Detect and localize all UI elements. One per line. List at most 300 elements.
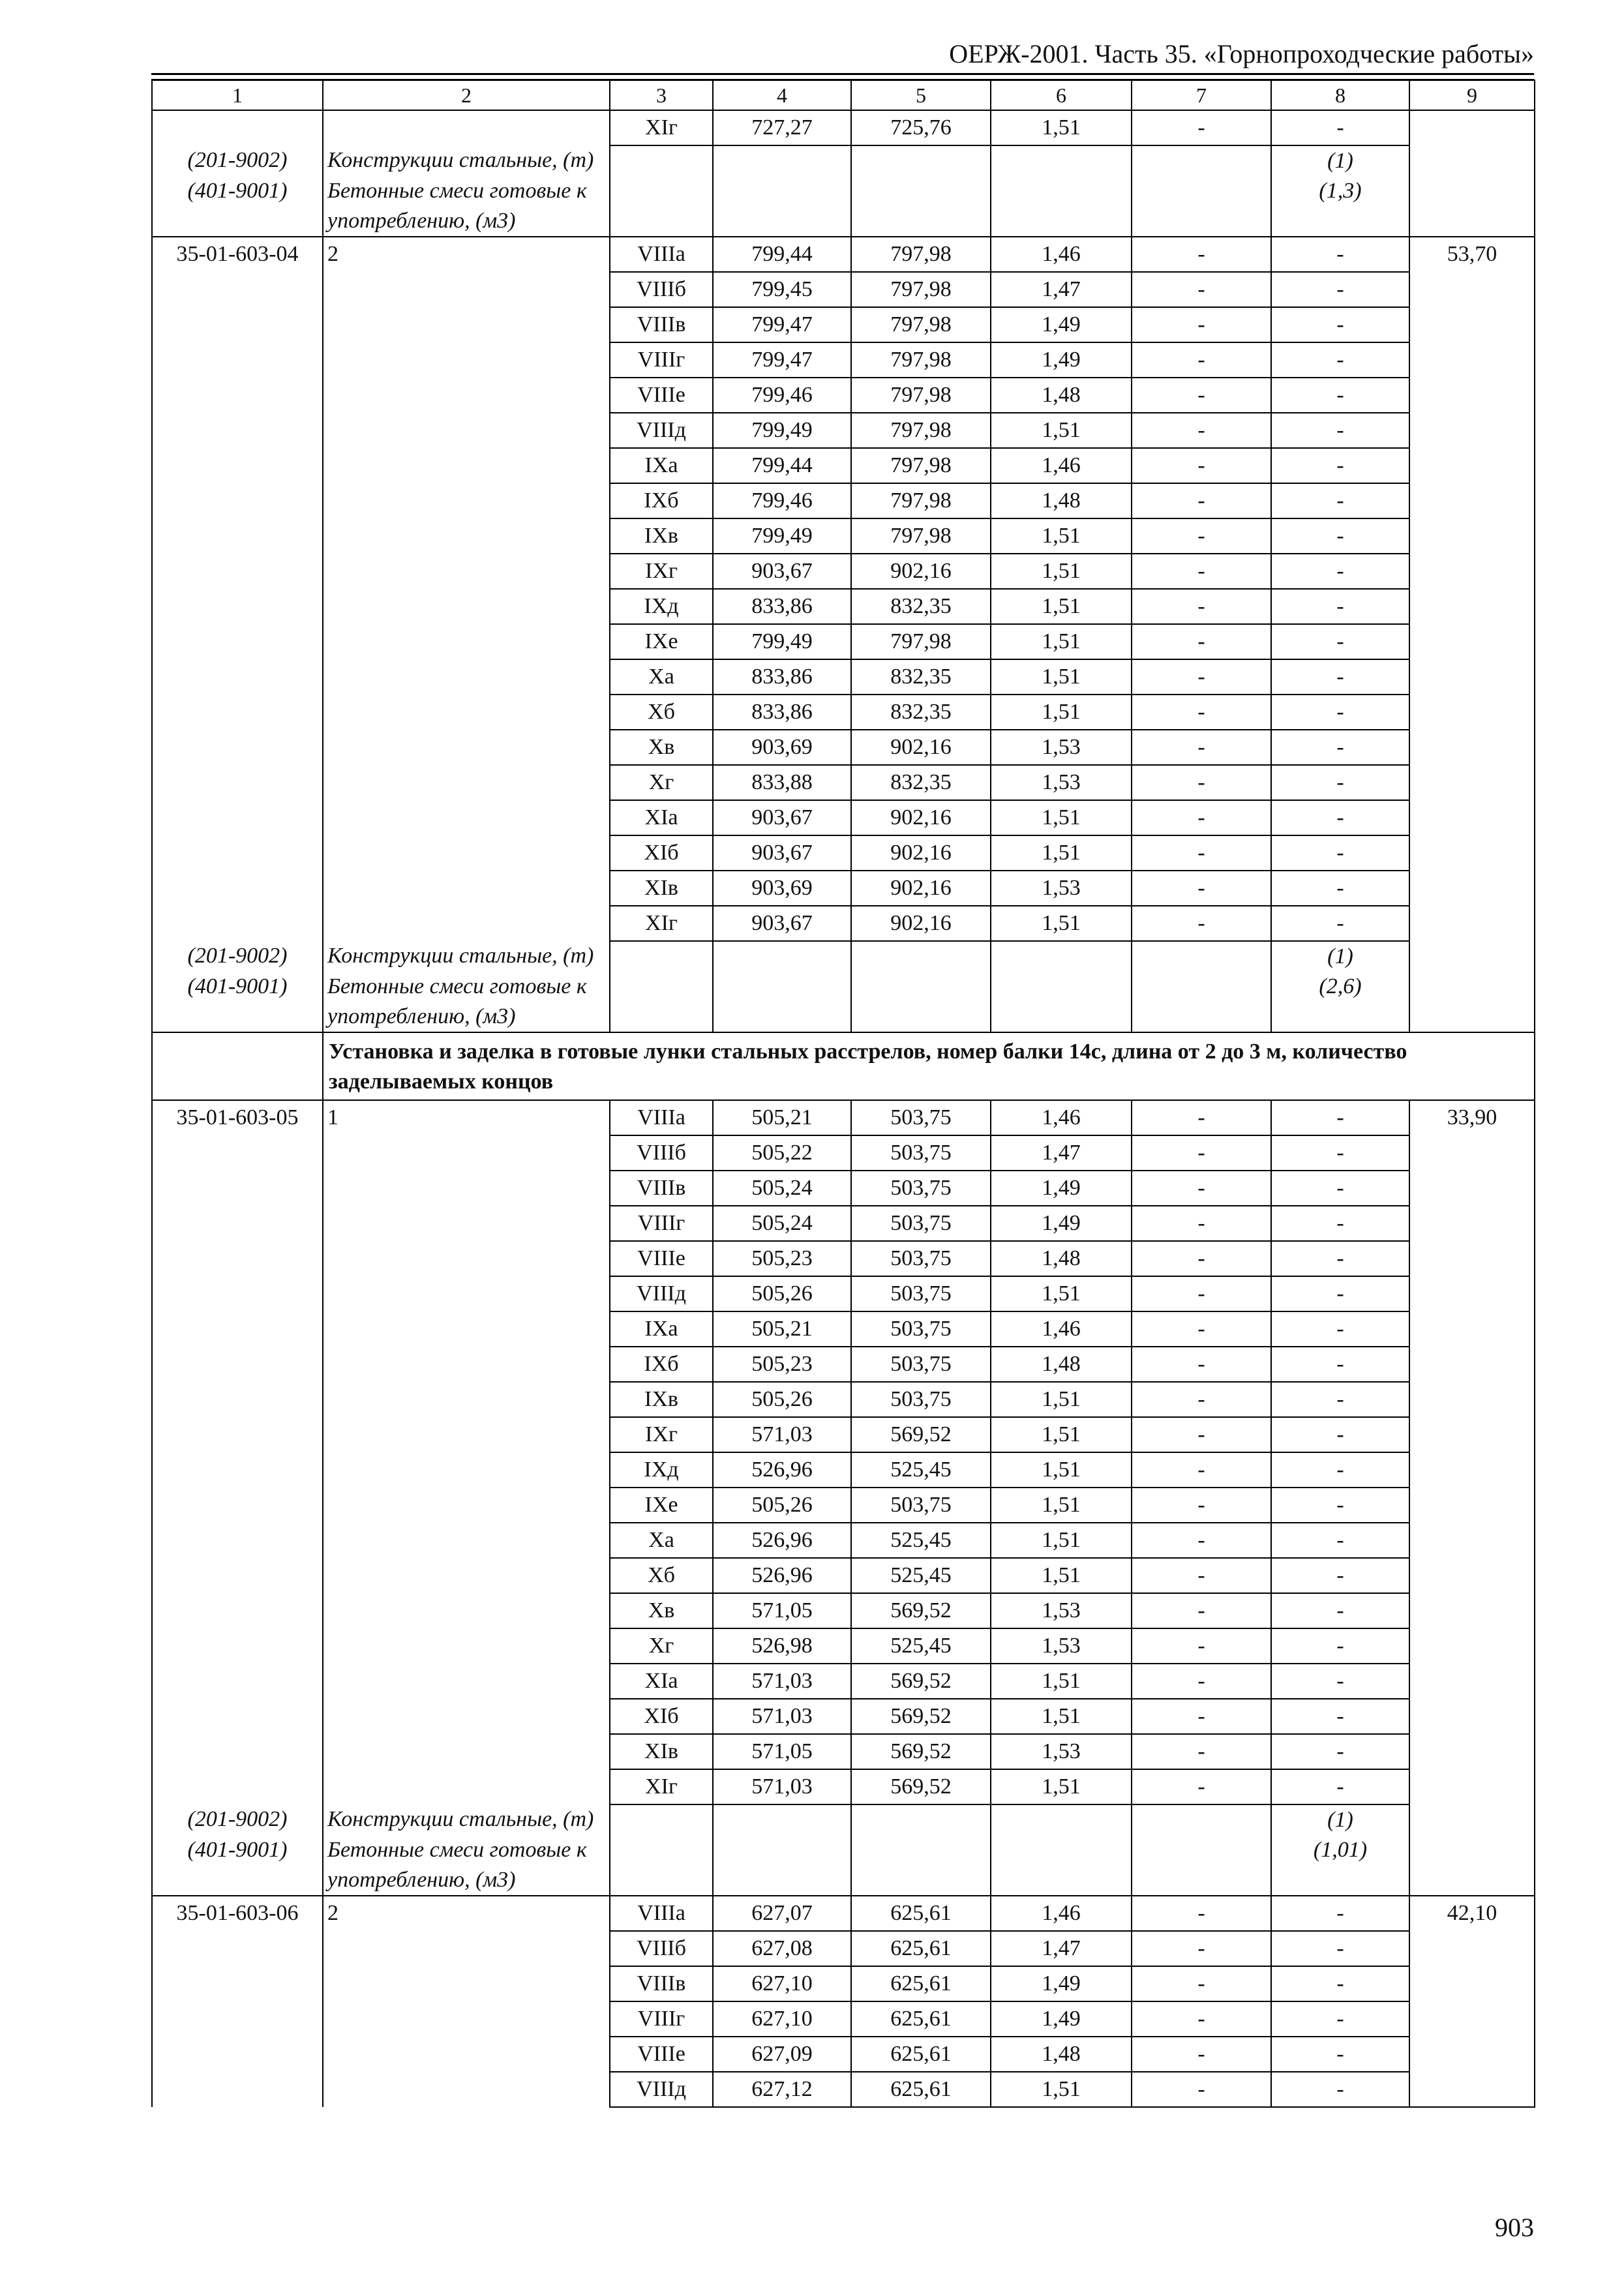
zone-cell: IXг <box>610 554 713 589</box>
value-cell-7: - <box>1132 589 1271 624</box>
value-cell-7: - <box>1132 1206 1271 1241</box>
value-cell-4: 727,27 <box>713 110 851 145</box>
value-cell-7: - <box>1132 1523 1271 1558</box>
norm-total-cell: 42,10 <box>1409 1896 1535 2107</box>
value-cell-6: 1,51 <box>991 1417 1132 1452</box>
value-cell-7: - <box>1132 1171 1271 1206</box>
zone-cell: IXа <box>610 1311 713 1347</box>
value-cell-4: 799,46 <box>713 378 851 413</box>
value-cell-7: - <box>1132 1664 1271 1699</box>
value-cell-6: 1,51 <box>991 1276 1132 1311</box>
value-cell-5: 797,98 <box>851 413 991 448</box>
value-cell-5: 503,75 <box>851 1311 991 1347</box>
resource-value: (1,3) <box>1271 176 1409 237</box>
empty-cell <box>991 145 1132 176</box>
zone-cell: IXе <box>610 1488 713 1523</box>
zone-cell: XIа <box>610 800 713 835</box>
value-cell-8: - <box>1271 800 1409 835</box>
value-cell-7: - <box>1132 1699 1271 1734</box>
value-cell-5: 832,35 <box>851 589 991 624</box>
zone-cell: VIIIг <box>610 342 713 378</box>
value-cell-6: 1,53 <box>991 1628 1132 1664</box>
value-cell-5: 569,52 <box>851 1769 991 1804</box>
value-cell-8: - <box>1271 1276 1409 1311</box>
value-cell-4: 505,24 <box>713 1171 851 1206</box>
resource-code: (201-9002) <box>152 1804 323 1835</box>
value-cell-4: 799,46 <box>713 483 851 518</box>
value-cell-4: 571,03 <box>713 1699 851 1734</box>
empty-cell <box>851 1835 991 1896</box>
value-cell-6: 1,51 <box>991 589 1132 624</box>
value-cell-7: - <box>1132 1628 1271 1664</box>
table-row <box>152 1896 1535 1931</box>
value-cell-8: - <box>1271 554 1409 589</box>
value-cell-6: 1,51 <box>991 1523 1132 1558</box>
value-cell-6: 1,48 <box>991 378 1132 413</box>
value-cell-6: 1,46 <box>991 448 1132 483</box>
value-cell-5: 902,16 <box>851 906 991 941</box>
value-cell-4: 571,03 <box>713 1417 851 1452</box>
resource-note-row <box>152 1835 1535 1896</box>
value-cell-8: - <box>1271 1769 1409 1804</box>
zone-cell: Xа <box>610 659 713 695</box>
section-row <box>152 1032 1535 1100</box>
value-cell-7: - <box>1132 765 1271 800</box>
column-number-6: 6 <box>991 80 1132 110</box>
value-cell-6: 1,49 <box>991 1206 1132 1241</box>
value-cell-5: 503,75 <box>851 1100 991 1135</box>
empty-cell <box>991 1804 1132 1835</box>
zone-cell: VIIIг <box>610 1206 713 1241</box>
value-cell-6: 1,49 <box>991 2001 1132 2037</box>
value-cell-6: 1,46 <box>991 1311 1132 1347</box>
resource-note-row <box>152 145 1535 176</box>
value-cell-5: 797,98 <box>851 518 991 554</box>
empty-cell <box>1132 1835 1271 1896</box>
value-cell-7: - <box>1132 906 1271 941</box>
zone-cell: VIIIб <box>610 1135 713 1171</box>
value-cell-8: - <box>1271 695 1409 730</box>
value-cell-7: - <box>1132 1488 1271 1523</box>
zone-cell: VIIIд <box>610 1276 713 1311</box>
value-cell-7: - <box>1132 730 1271 765</box>
value-cell-8: - <box>1271 1896 1409 1931</box>
value-cell-7: - <box>1132 1135 1271 1171</box>
value-cell-4: 903,67 <box>713 800 851 835</box>
value-cell-5: 625,61 <box>851 2037 991 2072</box>
value-cell-5: 902,16 <box>851 871 991 906</box>
value-cell-8: - <box>1271 1417 1409 1452</box>
value-cell-5: 625,61 <box>851 2072 991 2107</box>
zone-cell: VIIIв <box>610 307 713 342</box>
value-cell-8: - <box>1271 110 1409 145</box>
value-cell-4: 799,49 <box>713 518 851 554</box>
empty-cell <box>610 1835 713 1896</box>
value-cell-4: 505,23 <box>713 1347 851 1382</box>
value-cell-7: - <box>1132 1452 1271 1488</box>
value-cell-5: 525,45 <box>851 1523 991 1558</box>
zone-cell: VIIIд <box>610 2072 713 2107</box>
value-cell-4: 526,96 <box>713 1523 851 1558</box>
value-cell-4: 526,98 <box>713 1628 851 1664</box>
value-cell-5: 569,52 <box>851 1593 991 1628</box>
value-cell-4: 505,26 <box>713 1382 851 1417</box>
empty-cell <box>851 972 991 1032</box>
value-cell-8: - <box>1271 1628 1409 1664</box>
value-cell-7: - <box>1132 483 1271 518</box>
value-cell-5: 797,98 <box>851 378 991 413</box>
value-cell-8: - <box>1271 448 1409 483</box>
empty-cell <box>991 941 1132 972</box>
value-cell-6: 1,49 <box>991 307 1132 342</box>
zone-cell: XIг <box>610 1769 713 1804</box>
empty-cell <box>713 941 851 972</box>
value-cell-5: 503,75 <box>851 1382 991 1417</box>
value-cell-5: 625,61 <box>851 1896 991 1931</box>
value-cell-7: - <box>1132 448 1271 483</box>
value-cell-7: - <box>1132 2072 1271 2107</box>
norm-code-cell: 35-01-603-05 <box>152 1100 323 1804</box>
value-cell-7: - <box>1132 1558 1271 1593</box>
value-cell-6: 1,47 <box>991 1931 1132 1966</box>
value-cell-5: 797,98 <box>851 342 991 378</box>
resource-note-row <box>152 1804 1535 1835</box>
value-cell-8: - <box>1271 1523 1409 1558</box>
column-number-1: 1 <box>152 80 323 110</box>
zone-cell: VIIIа <box>610 237 713 272</box>
value-cell-4: 799,49 <box>713 624 851 659</box>
empty-cell <box>1132 145 1271 176</box>
value-cell-6: 1,51 <box>991 624 1132 659</box>
value-cell-8: - <box>1271 483 1409 518</box>
empty-cell <box>713 972 851 1032</box>
resource-code: (201-9002) <box>152 941 323 972</box>
empty-cell <box>851 1804 991 1835</box>
value-cell-8: - <box>1271 1171 1409 1206</box>
value-cell-7: - <box>1132 1931 1271 1966</box>
value-cell-6: 1,48 <box>991 2037 1132 2072</box>
value-cell-7: - <box>1132 1769 1271 1804</box>
empty-cell <box>713 145 851 176</box>
value-cell-5: 902,16 <box>851 554 991 589</box>
value-cell-6: 1,51 <box>991 554 1132 589</box>
value-cell-8: - <box>1271 2037 1409 2072</box>
column-number-row <box>152 80 1535 110</box>
value-cell-6: 1,49 <box>991 1171 1132 1206</box>
value-cell-6: 1,51 <box>991 1769 1132 1804</box>
value-cell-6: 1,51 <box>991 800 1132 835</box>
zone-cell: VIIIа <box>610 1896 713 1931</box>
norm-total-cell <box>1409 110 1535 237</box>
value-cell-5: 503,75 <box>851 1241 991 1276</box>
value-cell-5: 525,45 <box>851 1452 991 1488</box>
value-cell-8: - <box>1271 1241 1409 1276</box>
value-cell-8: - <box>1271 307 1409 342</box>
value-cell-6: 1,51 <box>991 659 1132 695</box>
empty-cell <box>610 176 713 237</box>
value-cell-7: - <box>1132 342 1271 378</box>
zone-cell: Xг <box>610 1628 713 1664</box>
column-number-9: 9 <box>1409 80 1535 110</box>
value-cell-4: 627,07 <box>713 1896 851 1931</box>
zone-cell: VIIIв <box>610 1171 713 1206</box>
empty-cell <box>1132 1804 1271 1835</box>
resource-value: (1) <box>1271 1804 1409 1835</box>
value-cell-8: - <box>1271 1311 1409 1347</box>
zone-cell: Xг <box>610 765 713 800</box>
value-cell-4: 903,67 <box>713 835 851 871</box>
value-cell-4: 799,47 <box>713 307 851 342</box>
value-cell-5: 797,98 <box>851 237 991 272</box>
value-cell-5: 625,61 <box>851 1931 991 1966</box>
zone-cell: VIIIе <box>610 2037 713 2072</box>
resource-note-row <box>152 176 1535 237</box>
norm-param-cell: 2 <box>323 1896 610 2107</box>
zone-cell: Xб <box>610 1558 713 1593</box>
resource-value: (1,01) <box>1271 1835 1409 1896</box>
value-cell-8: - <box>1271 272 1409 307</box>
value-cell-7: - <box>1132 1100 1271 1135</box>
resource-name: Конструкции стальные, (т) <box>323 1804 610 1835</box>
value-cell-4: 526,96 <box>713 1558 851 1593</box>
empty-cell <box>1132 972 1271 1032</box>
zone-cell: VIIIб <box>610 272 713 307</box>
value-cell-5: 832,35 <box>851 695 991 730</box>
zone-cell: VIIIд <box>610 413 713 448</box>
value-cell-4: 505,24 <box>713 1206 851 1241</box>
empty-cell <box>713 1804 851 1835</box>
value-cell-6: 1,47 <box>991 272 1132 307</box>
zone-cell: XIг <box>610 906 713 941</box>
value-cell-4: 571,05 <box>713 1734 851 1769</box>
resource-value: (2,6) <box>1271 972 1409 1032</box>
value-cell-4: 799,44 <box>713 237 851 272</box>
table-row <box>152 110 1535 145</box>
value-cell-4: 505,26 <box>713 1276 851 1311</box>
value-cell-6: 1,51 <box>991 906 1132 941</box>
zone-cell: VIIIг <box>610 2001 713 2037</box>
value-cell-6: 1,53 <box>991 765 1132 800</box>
section-spacer-cell <box>152 1032 323 1100</box>
value-cell-5: 725,76 <box>851 110 991 145</box>
norms-table-container <box>151 80 1534 2108</box>
resource-code: (401-9001) <box>152 176 323 237</box>
value-cell-6: 1,51 <box>991 1558 1132 1593</box>
value-cell-6: 1,47 <box>991 1135 1132 1171</box>
value-cell-4: 833,86 <box>713 589 851 624</box>
zone-cell: VIIIа <box>610 1100 713 1135</box>
value-cell-6: 1,53 <box>991 730 1132 765</box>
value-cell-8: - <box>1271 1699 1409 1734</box>
value-cell-5: 525,45 <box>851 1558 991 1593</box>
value-cell-6: 1,51 <box>991 1452 1132 1488</box>
value-cell-7: - <box>1132 272 1271 307</box>
norm-param-cell: 2 <box>323 237 610 941</box>
value-cell-8: - <box>1271 765 1409 800</box>
zone-cell: Xб <box>610 695 713 730</box>
zone-cell: XIв <box>610 1734 713 1769</box>
resource-code: (201-9002) <box>152 145 323 176</box>
zone-cell: XIа <box>610 1664 713 1699</box>
value-cell-6: 1,51 <box>991 2072 1132 2107</box>
value-cell-8: - <box>1271 1931 1409 1966</box>
value-cell-4: 505,21 <box>713 1311 851 1347</box>
norms-table-body <box>152 80 1535 2107</box>
value-cell-5: 832,35 <box>851 765 991 800</box>
empty-cell <box>1132 176 1271 237</box>
value-cell-8: - <box>1271 2072 1409 2107</box>
zone-cell: Xв <box>610 1593 713 1628</box>
value-cell-4: 799,49 <box>713 413 851 448</box>
value-cell-4: 833,86 <box>713 695 851 730</box>
zone-cell: IXб <box>610 1347 713 1382</box>
value-cell-8: - <box>1271 1593 1409 1628</box>
value-cell-4: 903,67 <box>713 906 851 941</box>
resource-code: (401-9001) <box>152 972 323 1032</box>
value-cell-5: 569,52 <box>851 1664 991 1699</box>
page-header: ОЕРЖ-2001. Часть 35. «Горнопроходческие работы» <box>949 39 1534 68</box>
zone-cell: IXе <box>610 624 713 659</box>
value-cell-5: 797,98 <box>851 483 991 518</box>
resource-name: Бетонные смеси готовые к употреблению, (м3) <box>323 1835 610 1896</box>
column-number-8: 8 <box>1271 80 1409 110</box>
value-cell-6: 1,49 <box>991 342 1132 378</box>
empty-cell <box>713 1835 851 1896</box>
value-cell-7: - <box>1132 1734 1271 1769</box>
resource-name: Бетонные смеси готовые к употреблению, (м3) <box>323 176 610 237</box>
value-cell-7: - <box>1132 1276 1271 1311</box>
section-title: Установка и заделка в готовые лунки стальных расстрелов, номер балки 14с, длина от 2 до 3 м, количество заделываемых концов <box>323 1032 1535 1100</box>
value-cell-7: - <box>1132 307 1271 342</box>
column-number-2: 2 <box>323 80 610 110</box>
value-cell-4: 799,45 <box>713 272 851 307</box>
empty-cell <box>610 972 713 1032</box>
value-cell-4: 505,26 <box>713 1488 851 1523</box>
value-cell-4: 571,05 <box>713 1593 851 1628</box>
value-cell-7: - <box>1132 1417 1271 1452</box>
zone-cell: VIIIе <box>610 1241 713 1276</box>
empty-cell <box>610 1804 713 1835</box>
value-cell-8: - <box>1271 730 1409 765</box>
zone-cell: IXд <box>610 589 713 624</box>
value-cell-7: - <box>1132 1347 1271 1382</box>
value-cell-8: - <box>1271 589 1409 624</box>
value-cell-6: 1,51 <box>991 695 1132 730</box>
norm-code-cell: 35-01-603-06 <box>152 1896 323 2107</box>
zone-cell: VIIIб <box>610 1931 713 1966</box>
zone-cell: Xв <box>610 730 713 765</box>
value-cell-4: 627,10 <box>713 2001 851 2037</box>
value-cell-7: - <box>1132 1896 1271 1931</box>
value-cell-6: 1,53 <box>991 871 1132 906</box>
column-number-4: 4 <box>713 80 851 110</box>
empty-cell <box>610 145 713 176</box>
value-cell-5: 797,98 <box>851 272 991 307</box>
value-cell-8: - <box>1271 518 1409 554</box>
value-cell-7: - <box>1132 554 1271 589</box>
resource-name: Конструкции стальные, (т) <box>323 145 610 176</box>
norm-total-cell: 33,90 <box>1409 1100 1535 1896</box>
zone-cell: VIIIе <box>610 378 713 413</box>
norm-code-cell: 35-01-603-04 <box>152 237 323 941</box>
norm-param-cell: 1 <box>323 1100 610 1804</box>
value-cell-8: - <box>1271 1734 1409 1769</box>
value-cell-4: 799,47 <box>713 342 851 378</box>
zone-cell: XIб <box>610 1699 713 1734</box>
table-row <box>152 1100 1535 1135</box>
value-cell-6: 1,51 <box>991 1488 1132 1523</box>
value-cell-7: - <box>1132 2037 1271 2072</box>
value-cell-4: 505,23 <box>713 1241 851 1276</box>
value-cell-5: 797,98 <box>851 624 991 659</box>
table-row <box>152 237 1535 272</box>
value-cell-5: 569,52 <box>851 1699 991 1734</box>
value-cell-5: 503,75 <box>851 1276 991 1311</box>
value-cell-7: - <box>1132 800 1271 835</box>
value-cell-4: 627,10 <box>713 1966 851 2001</box>
value-cell-5: 503,75 <box>851 1171 991 1206</box>
value-cell-7: - <box>1132 1966 1271 2001</box>
value-cell-8: - <box>1271 1347 1409 1382</box>
value-cell-6: 1,53 <box>991 1734 1132 1769</box>
value-cell-4: 903,69 <box>713 730 851 765</box>
value-cell-5: 503,75 <box>851 1206 991 1241</box>
empty-cell <box>1132 941 1271 972</box>
value-cell-7: - <box>1132 695 1271 730</box>
value-cell-7: - <box>1132 624 1271 659</box>
value-cell-8: - <box>1271 835 1409 871</box>
empty-cell <box>991 1835 1132 1896</box>
value-cell-5: 797,98 <box>851 448 991 483</box>
value-cell-5: 902,16 <box>851 800 991 835</box>
empty-cell <box>851 145 991 176</box>
empty-cell <box>610 941 713 972</box>
value-cell-4: 627,08 <box>713 1931 851 1966</box>
norm-param-cell <box>323 110 610 145</box>
value-cell-7: - <box>1132 237 1271 272</box>
value-cell-6: 1,48 <box>991 1241 1132 1276</box>
value-cell-4: 627,09 <box>713 2037 851 2072</box>
value-cell-4: 571,03 <box>713 1769 851 1804</box>
zone-cell: IXа <box>610 448 713 483</box>
value-cell-8: - <box>1271 906 1409 941</box>
value-cell-5: 832,35 <box>851 659 991 695</box>
zone-cell: Xа <box>610 1523 713 1558</box>
value-cell-5: 625,61 <box>851 2001 991 2037</box>
value-cell-4: 505,21 <box>713 1100 851 1135</box>
value-cell-4: 903,67 <box>713 554 851 589</box>
resource-note-row <box>152 941 1535 972</box>
value-cell-7: - <box>1132 110 1271 145</box>
empty-cell <box>851 941 991 972</box>
value-cell-6: 1,51 <box>991 1382 1132 1417</box>
value-cell-6: 1,46 <box>991 1100 1132 1135</box>
value-cell-5: 625,61 <box>851 1966 991 2001</box>
value-cell-8: - <box>1271 1558 1409 1593</box>
value-cell-8: - <box>1271 1966 1409 2001</box>
resource-code: (401-9001) <box>152 1835 323 1896</box>
value-cell-7: - <box>1132 659 1271 695</box>
value-cell-6: 1,51 <box>991 110 1132 145</box>
value-cell-6: 1,49 <box>991 1966 1132 2001</box>
value-cell-6: 1,48 <box>991 1347 1132 1382</box>
value-cell-5: 902,16 <box>851 730 991 765</box>
value-cell-8: - <box>1271 659 1409 695</box>
value-cell-5: 503,75 <box>851 1488 991 1523</box>
value-cell-4: 799,44 <box>713 448 851 483</box>
column-number-3: 3 <box>610 80 713 110</box>
value-cell-7: - <box>1132 1382 1271 1417</box>
